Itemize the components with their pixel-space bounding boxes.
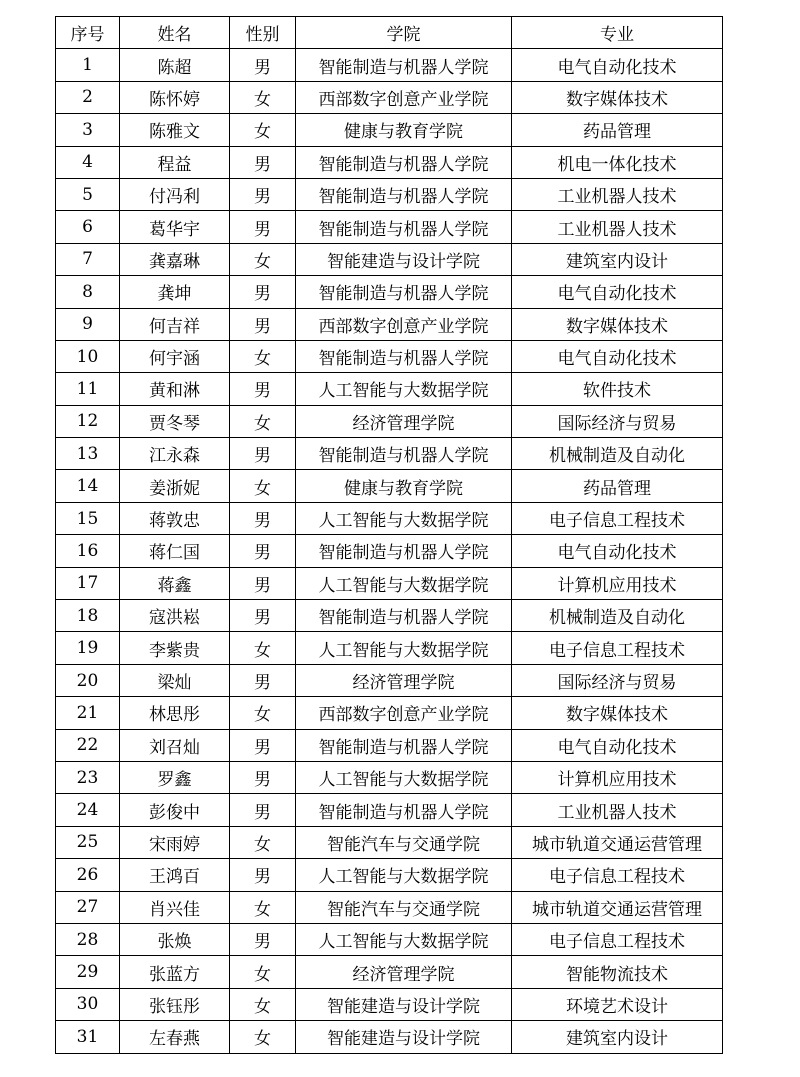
table-row [56,49,723,81]
cell-name: 龚坤 [120,276,230,308]
cell-serial-number: 7 [56,243,120,275]
cell-major: 建筑室内设计 [512,1021,723,1053]
table-row [56,308,723,340]
cell-college: 智能制造与机器人学院 [296,535,512,567]
cell-name: 陈超 [120,49,230,81]
cell-college: 智能建造与设计学院 [296,1021,512,1053]
cell-major: 机械制造及自动化 [512,600,723,632]
cell-college: 西部数字创意产业学院 [296,697,512,729]
cell-major: 数字媒体技术 [512,697,723,729]
cell-college: 智能制造与机器人学院 [296,276,512,308]
table-row [56,405,723,437]
cell-serial-number: 17 [56,567,120,599]
cell-name: 程益 [120,146,230,178]
cell-college: 人工智能与大数据学院 [296,567,512,599]
table-row [56,438,723,470]
cell-serial-number: 19 [56,632,120,664]
cell-serial-number: 30 [56,988,120,1020]
cell-name: 彭俊中 [120,794,230,826]
cell-gender: 男 [230,600,296,632]
cell-serial-number: 31 [56,1021,120,1053]
cell-gender: 女 [230,114,296,146]
table-row [56,632,723,664]
cell-gender: 男 [230,373,296,405]
cell-major: 工业机器人技术 [512,794,723,826]
cell-college: 智能制造与机器人学院 [296,211,512,243]
cell-name: 张钰彤 [120,988,230,1020]
cell-serial-number: 22 [56,729,120,761]
cell-gender: 女 [230,988,296,1020]
table-row [56,340,723,372]
cell-major: 机械制造及自动化 [512,438,723,470]
cell-college: 经济管理学院 [296,956,512,988]
cell-serial-number: 6 [56,211,120,243]
cell-gender: 男 [230,276,296,308]
cell-serial-number: 5 [56,178,120,210]
header-row [56,17,723,49]
cell-name: 林思彤 [120,697,230,729]
cell-gender: 女 [230,632,296,664]
table-row [56,664,723,696]
header-college: 学院 [296,17,512,49]
cell-serial-number: 23 [56,761,120,793]
cell-serial-number: 4 [56,146,120,178]
cell-name: 寇洪崧 [120,600,230,632]
table-row [56,81,723,113]
cell-major: 药品管理 [512,470,723,502]
table-row [56,923,723,955]
table-row [56,826,723,858]
cell-gender: 女 [230,956,296,988]
cell-serial-number: 26 [56,859,120,891]
table-body [56,49,723,1053]
cell-name: 何宇涵 [120,340,230,372]
cell-name: 黄和淋 [120,373,230,405]
cell-serial-number: 3 [56,114,120,146]
cell-major: 国际经济与贸易 [512,405,723,437]
cell-gender: 女 [230,405,296,437]
cell-gender: 女 [230,826,296,858]
table-row [56,146,723,178]
cell-gender: 女 [230,470,296,502]
cell-name: 肖兴佳 [120,891,230,923]
cell-name: 左春燕 [120,1021,230,1053]
cell-name: 龚嘉琳 [120,243,230,275]
cell-serial-number: 14 [56,470,120,502]
cell-gender: 男 [230,567,296,599]
cell-name: 张焕 [120,923,230,955]
cell-college: 西部数字创意产业学院 [296,308,512,340]
cell-major: 工业机器人技术 [512,211,723,243]
cell-major: 智能物流技术 [512,956,723,988]
table-row [56,502,723,534]
cell-gender: 女 [230,697,296,729]
cell-college: 健康与教育学院 [296,470,512,502]
cell-gender: 女 [230,243,296,275]
table-row [56,729,723,761]
cell-gender: 男 [230,49,296,81]
cell-gender: 女 [230,1021,296,1053]
header-serial-number: 序号 [56,17,120,49]
cell-name: 贾冬琴 [120,405,230,437]
cell-college: 智能制造与机器人学院 [296,729,512,761]
cell-college: 经济管理学院 [296,405,512,437]
cell-serial-number: 13 [56,438,120,470]
cell-name: 宋雨婷 [120,826,230,858]
cell-serial-number: 12 [56,405,120,437]
cell-gender: 男 [230,438,296,470]
cell-gender: 男 [230,761,296,793]
table-row [56,956,723,988]
table-row [56,697,723,729]
cell-college: 人工智能与大数据学院 [296,761,512,793]
cell-major: 数字媒体技术 [512,81,723,113]
student-roster-table [55,16,723,1054]
cell-college: 智能汽车与交通学院 [296,891,512,923]
cell-major: 电气自动化技术 [512,729,723,761]
cell-major: 软件技术 [512,373,723,405]
cell-college: 智能制造与机器人学院 [296,49,512,81]
cell-major: 电子信息工程技术 [512,859,723,891]
cell-college: 智能制造与机器人学院 [296,600,512,632]
cell-major: 电子信息工程技术 [512,632,723,664]
cell-gender: 男 [230,664,296,696]
cell-serial-number: 21 [56,697,120,729]
cell-name: 王鸿百 [120,859,230,891]
cell-name: 梁灿 [120,664,230,696]
table-row [56,859,723,891]
cell-gender: 男 [230,923,296,955]
cell-gender: 女 [230,81,296,113]
cell-name: 蒋仁国 [120,535,230,567]
cell-serial-number: 1 [56,49,120,81]
cell-name: 张蓝方 [120,956,230,988]
cell-gender: 男 [230,535,296,567]
cell-name: 葛华宇 [120,211,230,243]
cell-serial-number: 2 [56,81,120,113]
cell-name: 李紫贵 [120,632,230,664]
cell-college: 西部数字创意产业学院 [296,81,512,113]
cell-gender: 男 [230,146,296,178]
cell-serial-number: 11 [56,373,120,405]
table-row [56,470,723,502]
table-header [56,17,723,49]
cell-major: 电气自动化技术 [512,276,723,308]
cell-gender: 男 [230,211,296,243]
cell-serial-number: 9 [56,308,120,340]
header-major: 专业 [512,17,723,49]
cell-major: 电子信息工程技术 [512,923,723,955]
cell-serial-number: 27 [56,891,120,923]
cell-college: 智能建造与设计学院 [296,243,512,275]
cell-college: 智能制造与机器人学院 [296,340,512,372]
cell-college: 人工智能与大数据学院 [296,923,512,955]
cell-major: 计算机应用技术 [512,567,723,599]
cell-college: 人工智能与大数据学院 [296,502,512,534]
table-row [56,114,723,146]
cell-major: 电子信息工程技术 [512,502,723,534]
cell-serial-number: 18 [56,600,120,632]
table-row [56,535,723,567]
cell-major: 工业机器人技术 [512,178,723,210]
cell-serial-number: 10 [56,340,120,372]
cell-gender: 女 [230,891,296,923]
cell-name: 陈怀婷 [120,81,230,113]
cell-name: 刘召灿 [120,729,230,761]
cell-serial-number: 8 [56,276,120,308]
cell-college: 智能制造与机器人学院 [296,438,512,470]
cell-name: 付冯利 [120,178,230,210]
cell-gender: 男 [230,729,296,761]
table-row [56,178,723,210]
cell-gender: 女 [230,340,296,372]
cell-name: 蒋敦忠 [120,502,230,534]
cell-major: 环境艺术设计 [512,988,723,1020]
cell-major: 药品管理 [512,114,723,146]
cell-major: 建筑室内设计 [512,243,723,275]
cell-college: 智能制造与机器人学院 [296,178,512,210]
cell-major: 电气自动化技术 [512,340,723,372]
cell-major: 电气自动化技术 [512,535,723,567]
table-row [56,600,723,632]
cell-college: 经济管理学院 [296,664,512,696]
cell-serial-number: 16 [56,535,120,567]
cell-serial-number: 15 [56,502,120,534]
table-row [56,794,723,826]
cell-major: 计算机应用技术 [512,761,723,793]
cell-serial-number: 20 [56,664,120,696]
cell-name: 蒋鑫 [120,567,230,599]
cell-college: 智能建造与设计学院 [296,988,512,1020]
header-gender: 性别 [230,17,296,49]
table-row [56,1021,723,1053]
cell-serial-number: 28 [56,923,120,955]
cell-name: 罗鑫 [120,761,230,793]
cell-college: 智能制造与机器人学院 [296,794,512,826]
header-name: 姓名 [120,17,230,49]
cell-major: 城市轨道交通运营管理 [512,826,723,858]
cell-college: 人工智能与大数据学院 [296,859,512,891]
cell-gender: 男 [230,308,296,340]
cell-name: 姜浙妮 [120,470,230,502]
cell-college: 健康与教育学院 [296,114,512,146]
cell-major: 电气自动化技术 [512,49,723,81]
cell-gender: 男 [230,502,296,534]
cell-college: 智能汽车与交通学院 [296,826,512,858]
cell-serial-number: 29 [56,956,120,988]
cell-gender: 男 [230,178,296,210]
cell-major: 城市轨道交通运营管理 [512,891,723,923]
cell-major: 机电一体化技术 [512,146,723,178]
table-row [56,373,723,405]
cell-serial-number: 24 [56,794,120,826]
cell-name: 江永森 [120,438,230,470]
table-row [56,988,723,1020]
table-row [56,276,723,308]
cell-college: 智能制造与机器人学院 [296,146,512,178]
cell-major: 数字媒体技术 [512,308,723,340]
table-row [56,761,723,793]
cell-gender: 男 [230,794,296,826]
cell-college: 人工智能与大数据学院 [296,373,512,405]
cell-major: 国际经济与贸易 [512,664,723,696]
cell-college: 人工智能与大数据学院 [296,632,512,664]
table-row [56,211,723,243]
cell-gender: 男 [230,859,296,891]
table-row [56,891,723,923]
cell-name: 陈雅文 [120,114,230,146]
cell-name: 何吉祥 [120,308,230,340]
table-row [56,567,723,599]
table-row [56,243,723,275]
cell-serial-number: 25 [56,826,120,858]
